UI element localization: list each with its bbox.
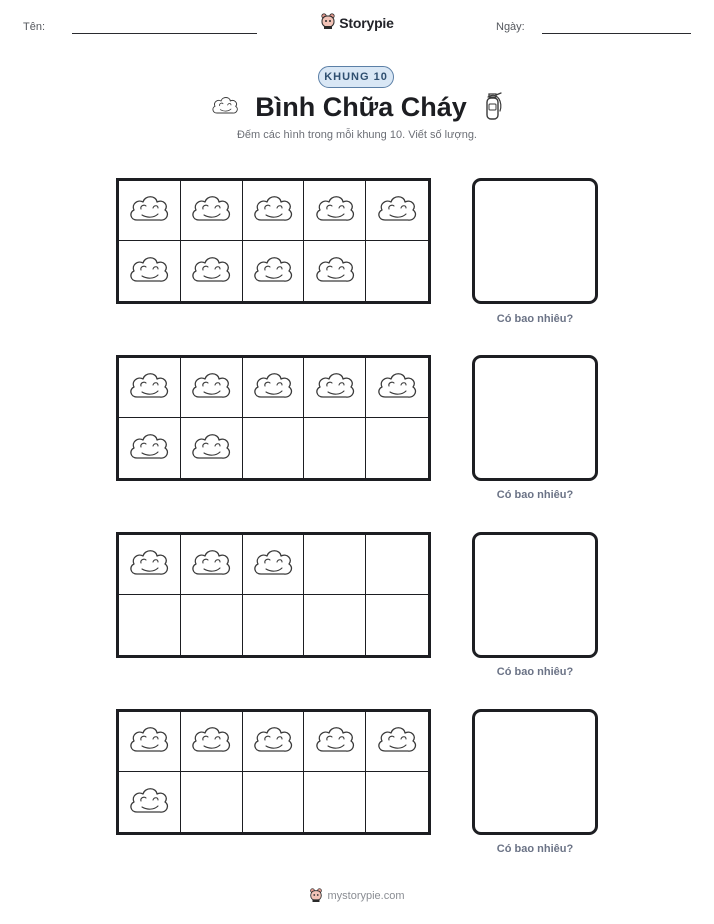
frame-cell [366,772,428,832]
frame-cell [181,358,243,418]
cloud-icon [127,190,171,231]
cloud-icon [251,721,295,762]
frame-cell [243,712,305,772]
cloud-icon [251,367,295,408]
cloud-icon [251,190,295,231]
cloud-icon [375,190,419,231]
answer-box-3[interactable] [472,532,598,658]
frame-cell [304,358,366,418]
cloud-icon [189,367,233,408]
cloud-icon [189,428,233,469]
frame-cell [119,535,181,595]
frame-cell [181,241,243,301]
question-label-4: Có bao nhiêu? [496,843,574,855]
ten-frame-3 [116,532,431,658]
storypie-logo-icon [320,12,336,35]
frame-cell [304,418,366,478]
frame-cell [243,772,305,832]
cloud-icon [189,721,233,762]
footer [0,886,714,906]
frame-cell [366,712,428,772]
storypie-logo-icon [309,887,323,906]
frame-cell [119,595,181,655]
frame-cell [304,595,366,655]
cloud-icon [127,251,171,292]
name-line[interactable] [72,33,257,34]
frame-cell [243,535,305,595]
cloud-icon [251,544,295,585]
cloud-icon [375,367,419,408]
cloud-icon [251,251,295,292]
frame-cell [366,181,428,241]
page-title: Bình Chữa Cháy [255,91,467,122]
frame-cell [119,418,181,478]
instruction-text: Đếm các hình trong mỗi khung 10. Viết số lượng. [236,129,477,141]
frame-cell [243,418,305,478]
frame-cell [304,772,366,832]
cloud-icon [127,782,171,823]
answer-box-4[interactable] [472,709,598,835]
cloud-icon [313,367,357,408]
frame-cell [119,712,181,772]
frame-cell [243,358,305,418]
storypie-logo [0,13,714,33]
name-label: Tên: [23,21,46,33]
question-label-1: Có bao nhiêu? [496,313,574,325]
cloud-icon [189,190,233,231]
question-label-3: Có bao nhiêu? [496,666,574,678]
ten-frame-4 [116,709,431,835]
title-row [0,88,714,126]
frame-cell [366,358,428,418]
cloud-icon [189,251,233,292]
answer-box-2[interactable] [472,355,598,481]
cloud-icon [127,428,171,469]
cloud-icon [209,93,241,122]
ten-frame-1 [116,178,431,304]
frame-cell [304,712,366,772]
cloud-icon [189,544,233,585]
question-label-2: Có bao nhiêu? [496,489,574,501]
date-line[interactable] [542,33,691,34]
ten-frame-2 [116,355,431,481]
frame-cell [366,241,428,301]
date-label: Ngày: [496,21,525,33]
fire-extinguisher-icon [481,89,505,126]
frame-cell [304,535,366,595]
frame-cell [366,535,428,595]
frame-cell [181,181,243,241]
logo-text: Storypie [339,15,394,31]
frame-cell [181,418,243,478]
worksheet-badge: KHUNG 10 [318,66,394,88]
frame-cell [366,595,428,655]
cloud-icon [127,544,171,585]
footer-site-link[interactable]: mystorypie.com [327,890,405,902]
frame-cell [181,712,243,772]
cloud-icon [127,721,171,762]
frame-cell [304,181,366,241]
frame-cell [181,535,243,595]
frame-cell [119,241,181,301]
frame-cell [243,181,305,241]
frame-cell [181,772,243,832]
cloud-icon [313,251,357,292]
frame-cell [366,418,428,478]
cloud-icon [127,367,171,408]
cloud-icon [313,190,357,231]
cloud-icon [313,721,357,762]
frame-cell [181,595,243,655]
frame-cell [119,358,181,418]
frame-cell [119,181,181,241]
frame-cell [243,241,305,301]
answer-box-1[interactable] [472,178,598,304]
frame-cell [119,772,181,832]
cloud-icon [375,721,419,762]
frame-cell [243,595,305,655]
frame-cell [304,241,366,301]
